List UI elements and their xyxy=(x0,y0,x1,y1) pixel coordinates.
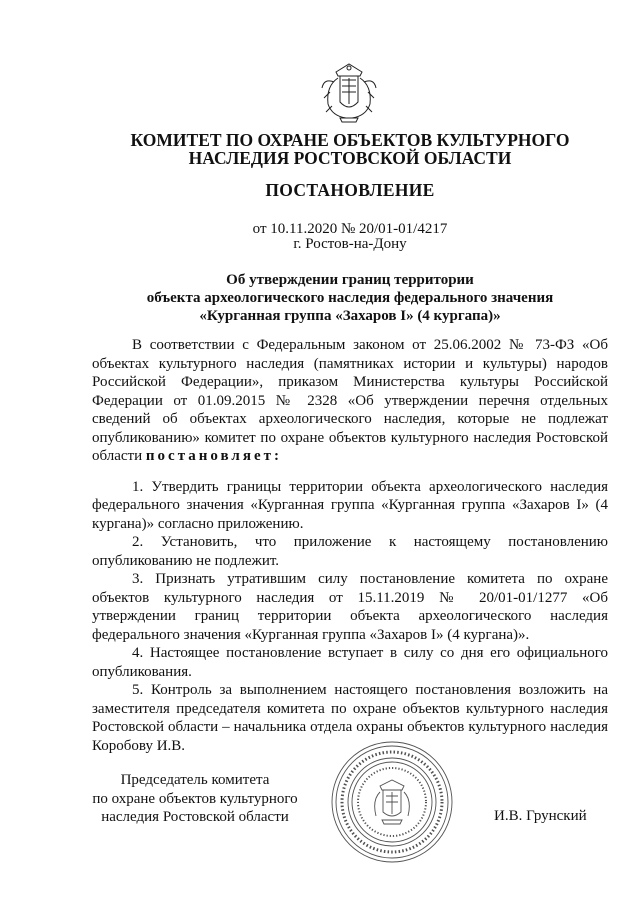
subject xyxy=(100,271,600,325)
preamble-text: В соответствии с Федеральным законом от 25.06.2002 № 73-ФЗ «Об объектах культурного наследия (памятниках истории и культуры) народов Российской Федерации», приказом Министерства культуры Российской Федерации от 01.09.2015 № 2328 «Об утверждении перечня отдельных сведений об объектах археологического наследия, которые не подлежат опубликованию» комитет по охране объектов культурного наследия Ростовской области xyxy=(92,337,608,464)
signatory-line-3: наследия Ростовской области xyxy=(101,809,289,825)
item-2: 2. Установить, что приложение к настоящему постановлению опубликованию не подлежит. xyxy=(92,534,608,569)
city: г. Ростов-на-Дону xyxy=(293,236,407,252)
document-body xyxy=(92,336,608,755)
item-5: 5. Контроль за выполнением настоящего постановления возложить на заместителя председателя комитета по охране объектов культурного наследия Ростовской области – начальника отдела охраны объектов культурного наследия Коробову И.В. xyxy=(92,682,608,754)
signatory-line-1: Председатель комитета xyxy=(120,772,270,788)
signatory-position xyxy=(84,771,306,827)
preamble-paragraph xyxy=(92,336,608,466)
resolves-text: постановляет: xyxy=(145,448,282,464)
item-4: 4. Настоящее постановление вступает в силу со дня его официального опубликования. xyxy=(92,645,608,680)
item-3: 3. Признать утратившим силу постановление комитета по охране объектов культурного наследия от 15.11.2019 № 20/01-01/1277 «Об утверждении границ территории объекта археологического наследия федерального значения «Курганная группа «Захаров I» (4 кургана)». xyxy=(92,571,608,643)
coat-of-arms-icon xyxy=(318,58,380,126)
seal-icon xyxy=(330,740,454,864)
item-1: 1. Утвердить границы территории объекта археологического наследия федерального значения «Курганная группа «Курганная группа «Захаров I» (4 кургана)» согласно приложению. xyxy=(92,478,608,532)
committee-line-2: НАСЛЕДИЯ РОСТОВСКОЙ ОБЛАСТИ xyxy=(188,148,512,168)
date-number: от 10.11.2020 № 20/01-01/4217 xyxy=(252,221,448,237)
signatory-name: И.В. Грунский xyxy=(494,808,587,824)
signatory-line-2: по охране объектов культурного xyxy=(92,790,298,807)
document-title: ПОСТАНОВЛЕНИЕ xyxy=(265,180,435,200)
subject-line-2: объекта археологического наследия федерального значения xyxy=(146,290,554,306)
subject-line-3: «Курганная группа «Захаров I» (4 кургапа)» xyxy=(199,308,501,324)
committee-name xyxy=(100,131,600,167)
committee-line-1: КОМИТЕТ ПО ОХРАНЕ ОБЪЕКТОВ КУЛЬТУРНОГО xyxy=(130,130,570,150)
subject-line-1: Об утверждении границ территории xyxy=(226,272,474,288)
